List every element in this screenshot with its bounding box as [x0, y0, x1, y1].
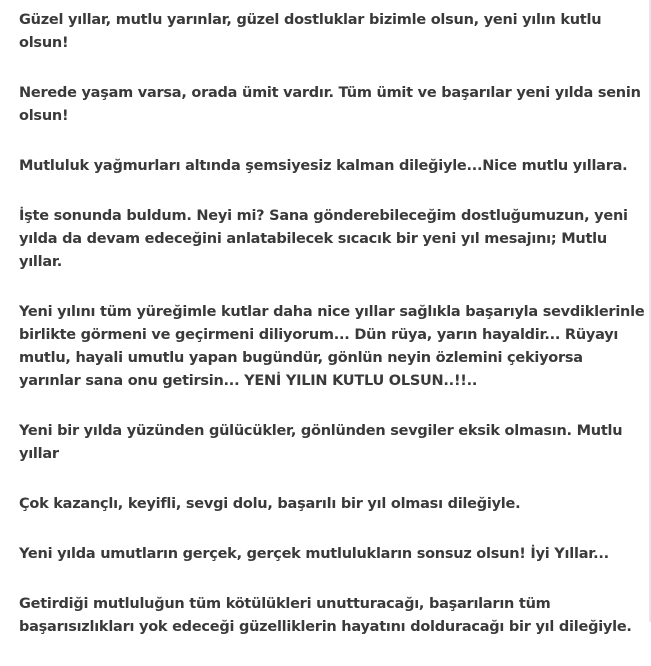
paragraph-9: Getirdiği mutluluğun tüm kötülükleri unutturacağı, başarıların tüm başarısızlıkları yok edeceği güzelliklerin hayatını dolduracağı bir yıl dileğiyle. [19, 596, 632, 635]
paragraph-8: Yeni yılda umutların gerçek, gerçek mutlulukların sonsuz olsun! İyi Yıllar... [19, 546, 609, 562]
paragraph-2: Nerede yaşam varsa, orada ümit vardır. Tüm ümit ve başarılar yeni yılda senin olsun! [19, 85, 641, 124]
paragraph-3: Mutluluk yağmurları altında şemsiyesiz kalman dileğiyle...Nice mutlu yıllara. [19, 158, 628, 174]
paragraph-7: Çok kazançlı, keyifli, sevgi dolu, başarılı bir yıl olması dileğiyle. [19, 496, 521, 512]
paragraph-5: Yeni yılını tüm yüreğimle kutlar daha nice yıllar sağlıkla başarıyla sevdiklerinle birlikte görmeni ve geçirmeni diliyorum... Dün rüya, yarın hayaldir... Rüyayı mutlu, hayali umutlu yapan bugündür, gönlün neyin özlemini çekiyorsa yarınlar sana onu getirsin... YENİ YILIN KUTLU OLSUN..!!.. [19, 304, 645, 389]
paragraph-6: Yeni bir yılda yüzünden gülücükler, gönlünden sevgiler eksik olmasın. Mutlu yıllar [19, 423, 623, 462]
paragraph-4: İşte sonunda buldum. Neyi mi? Sana gönderebileceğim dostluğumuzun, yeni yılda da devam edeceğini anlatabilecek sıcacık bir yeni yıl mesajını; Mutlu yıllar. [19, 208, 628, 270]
article-body [19, 9, 645, 666]
paragraph-1: Güzel yıllar, mutlu yarınlar, güzel dostluklar bizimle olsun, yeni yılın kutlu olsun! [19, 12, 602, 51]
